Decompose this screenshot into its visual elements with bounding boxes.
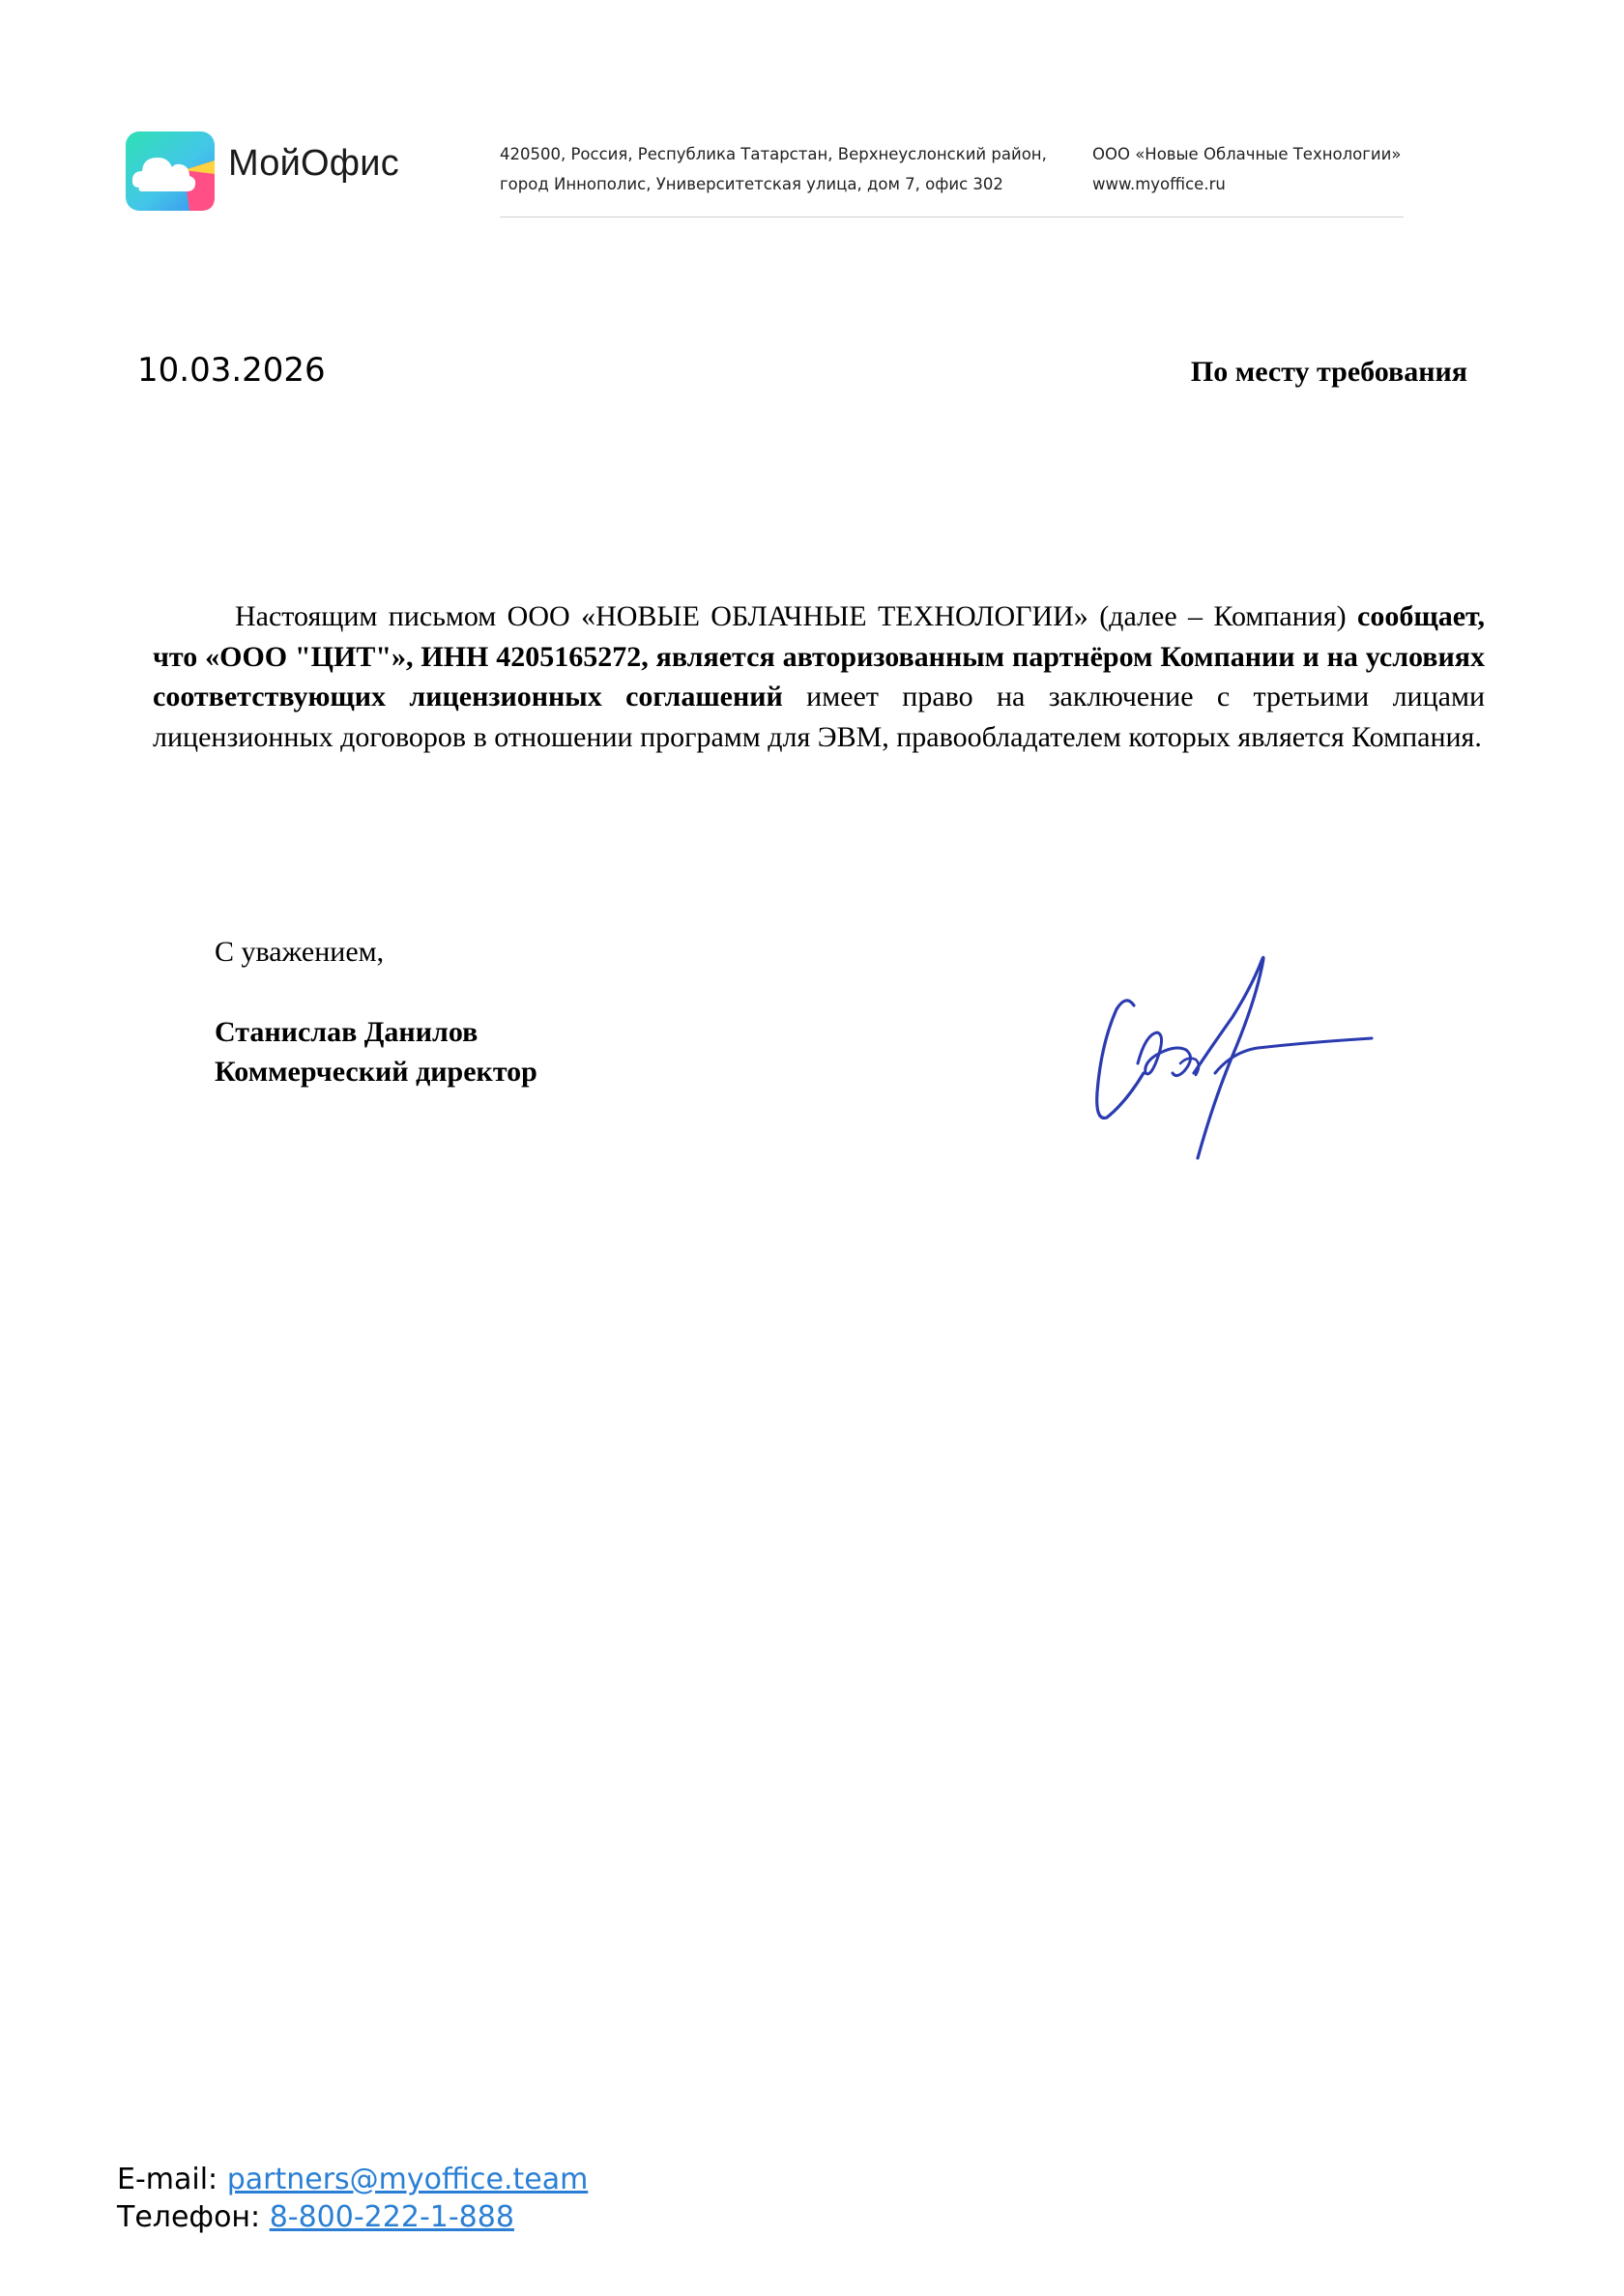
- closing-regards: С уважением,: [215, 936, 385, 968]
- body-text-bold: сообщает, что «ООО "ЦИТ"», ИНН 4205165272, является авторизованным партнёром Компании и на условиях соответствующих лицензионных соглашений: [153, 600, 1485, 712]
- company-website: www.myoffice.ru: [1092, 175, 1226, 193]
- footer-email-row: [117, 2161, 588, 2198]
- email-link[interactable]: partners@myoffice.team: [226, 2163, 589, 2196]
- letter-date: 10.03.2026: [137, 351, 326, 390]
- footer-phone-row: [117, 2198, 588, 2236]
- letter-body: [153, 596, 1485, 757]
- phone-link[interactable]: 8-800-222-1-888: [269, 2200, 514, 2234]
- body-text-part-1: Настоящим письмом ООО «НОВЫЕ ОБЛАЧНЫЕ ТЕХНОЛОГИИ» (далее – Компания): [235, 600, 1358, 632]
- signer-title: Коммерческий директор: [215, 1056, 537, 1088]
- address-line-2: город Иннополис, Университетская улица, дом 7, офис 302: [500, 175, 1003, 193]
- signer-name: Станислав Данилов: [215, 1016, 478, 1048]
- letter-addressee: По месту требования: [1190, 356, 1467, 388]
- company-name: ООО «Новые Облачные Технологии»: [1092, 145, 1402, 163]
- header-divider: [500, 217, 1404, 218]
- email-label: E-mail:: [117, 2163, 227, 2196]
- footer-contacts: [117, 2161, 588, 2236]
- company-address: [500, 139, 1047, 199]
- company-info: [1092, 139, 1401, 199]
- address-line-1: 420500, Россия, Республика Татарстан, Верхнеуслонский район,: [500, 145, 1047, 163]
- body-text-part-2: имеет право на заключение с третьими лицами лицензионных договоров в отношении программ для ЭВМ, правообладателем которых является Компания.: [153, 681, 1486, 753]
- phone-label: Телефон:: [117, 2200, 270, 2234]
- handwritten-signature-icon: [1088, 947, 1387, 1170]
- myoffice-logo-icon: [126, 131, 215, 211]
- brand-name: МойОфис: [228, 143, 399, 184]
